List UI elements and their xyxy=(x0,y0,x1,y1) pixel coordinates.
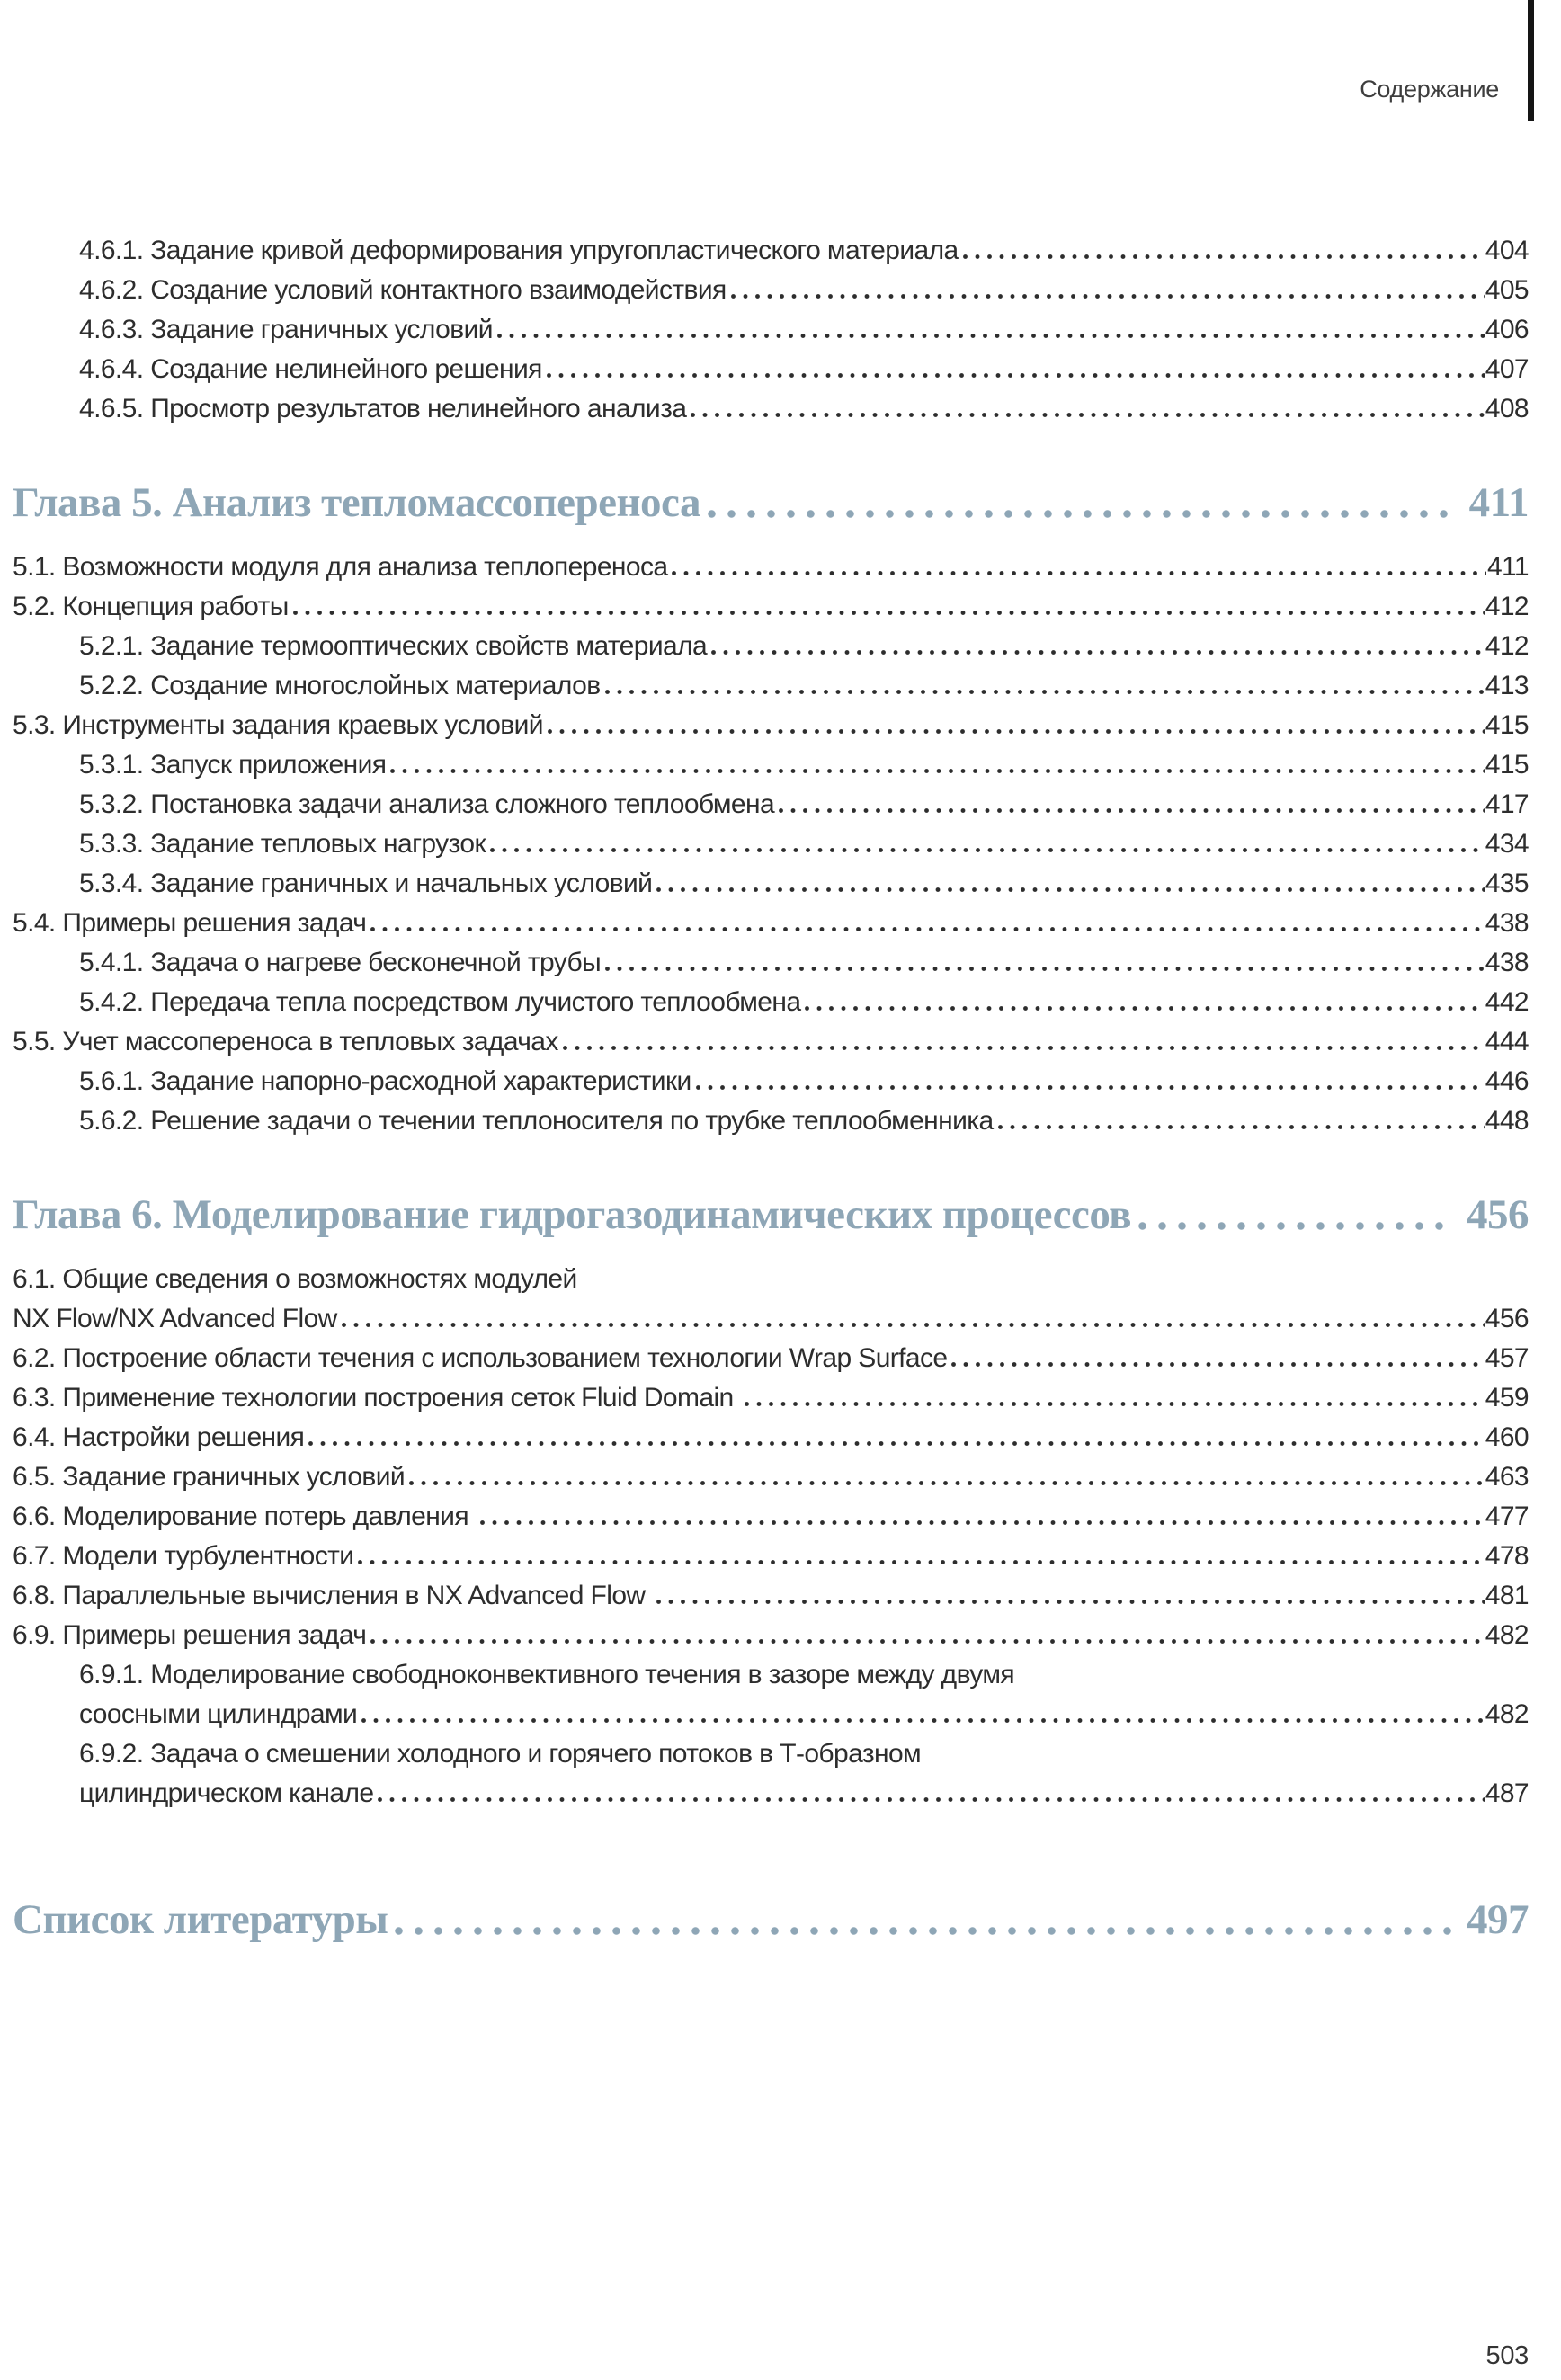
toc-entry-label: 6.9.1. Моделирование свободноконвективного течения в зазоре между двумя xyxy=(79,1660,1014,1690)
toc-entry-label: 5.3.2. Постановка задачи анализа сложного теплообмена xyxy=(79,789,775,820)
toc-entry-label: 6.5. Задание граничных условий xyxy=(13,1462,406,1493)
dot-leader xyxy=(370,927,1484,931)
toc-entry xyxy=(13,1690,1529,1730)
toc-entry-page-number: 434 xyxy=(1485,829,1529,860)
toc-entry xyxy=(13,939,1529,978)
toc-entry xyxy=(13,1493,1529,1532)
dot-leader xyxy=(691,413,1484,417)
toc-entry-page-number: 412 xyxy=(1485,631,1529,662)
toc-entry xyxy=(13,227,1529,266)
toc-entry-page-number: 438 xyxy=(1485,908,1529,939)
dot-leader xyxy=(378,1797,1484,1802)
toc-entry xyxy=(13,978,1529,1018)
toc-entry xyxy=(13,1097,1529,1137)
toc-entry xyxy=(13,1374,1529,1413)
toc-entry xyxy=(13,345,1529,385)
dot-leader xyxy=(711,650,1485,655)
dot-leader xyxy=(547,373,1485,378)
toc-chapter-label: Глава 6. Моделирование гидрогазодинамических процессов xyxy=(13,1191,1132,1239)
toc-entry xyxy=(13,266,1529,306)
toc-entry-label: 6.2. Построение области течения с использованием технологии Wrap Surface xyxy=(13,1343,948,1374)
toc-entry-label: 6.9. Примеры решения задач xyxy=(13,1620,367,1651)
dot-leader xyxy=(358,1560,1484,1564)
toc-entry xyxy=(13,1730,1529,1769)
toc-entry xyxy=(13,1018,1529,1057)
dot-leader xyxy=(805,1006,1484,1011)
toc-entry-label: 4.6.2. Создание условий контактного взаимодействия xyxy=(79,275,727,306)
toc-entry-page-number: 482 xyxy=(1485,1620,1529,1651)
dot-leader xyxy=(998,1125,1485,1129)
toc-entry-label: NX Flow/NX Advanced Flow xyxy=(13,1304,337,1334)
dot-leader xyxy=(390,769,1484,773)
dot-leader xyxy=(497,334,1485,338)
toc-entry xyxy=(13,1295,1529,1334)
toc-entry-page-number: 438 xyxy=(1485,948,1529,978)
toc-entry-label: 4.6.4. Создание нелинейного решения xyxy=(79,354,542,385)
toc-entry-label: 5.3.3. Задание тепловых нагрузок xyxy=(79,829,486,860)
toc-entry-label: 6.4. Настройки решения xyxy=(13,1422,305,1453)
toc-entry-page-number: 448 xyxy=(1485,1106,1529,1137)
toc-entry-page-number: 444 xyxy=(1485,1027,1529,1057)
toc-entry xyxy=(13,1532,1529,1572)
dot-leader xyxy=(361,1718,1485,1723)
toc-entry-label: 5.1. Возможности модуля для анализа теплопереноса xyxy=(13,552,668,583)
dot-leader xyxy=(963,254,1485,259)
toc-entry-label: 6.3. Применение технологии построения сеток Fluid Domain xyxy=(13,1383,741,1413)
dot-leader xyxy=(342,1323,1485,1327)
toc-entry-page-number: 478 xyxy=(1485,1541,1529,1572)
toc-entry xyxy=(13,543,1529,583)
toc-entry-page-number: 411 xyxy=(1486,552,1529,583)
toc-entry-page-number: 482 xyxy=(1485,1699,1529,1730)
toc-entry-page-number: 407 xyxy=(1485,354,1529,385)
toc-entry-page-number: 477 xyxy=(1485,1502,1529,1532)
toc-entry-page-number: 463 xyxy=(1485,1462,1529,1493)
toc-entry xyxy=(13,385,1529,424)
dot-leader xyxy=(395,1927,1454,1935)
toc-entry xyxy=(13,583,1529,622)
toc-entry xyxy=(13,1057,1529,1097)
dot-leader xyxy=(308,1441,1484,1446)
dot-leader xyxy=(293,611,1485,615)
dot-leader xyxy=(370,1639,1484,1644)
dot-leader xyxy=(656,1600,1485,1604)
toc-entry xyxy=(13,306,1529,345)
toc-entry-label: 6.8. Параллельные вычисления в NX Advanced Flow xyxy=(13,1581,653,1611)
toc-entry xyxy=(13,701,1529,741)
toc-entry xyxy=(13,1413,1529,1453)
toc-entry-label: 5.2. Концепция работы xyxy=(13,592,289,622)
dot-leader xyxy=(1138,1222,1454,1230)
toc-entry-page-number: 481 xyxy=(1485,1581,1529,1611)
toc-entry xyxy=(13,860,1529,899)
toc-chapter-page-number: 497 xyxy=(1467,1896,1529,1944)
running-header: Содержание xyxy=(1360,76,1499,103)
toc-entry xyxy=(13,622,1529,662)
toc-entry-label: 5.4. Примеры решения задач xyxy=(13,908,367,939)
dot-leader xyxy=(745,1402,1484,1406)
toc-entry-page-number: 415 xyxy=(1485,710,1529,741)
toc-entry-page-number: 459 xyxy=(1485,1383,1529,1413)
toc-entry-label: 4.6.1. Задание кривой деформирования упругопластического материала xyxy=(79,236,959,266)
toc-entry-page-number: 442 xyxy=(1485,987,1529,1018)
dot-leader xyxy=(656,887,1484,892)
footer-page-number: 503 xyxy=(1485,2341,1529,2370)
toc-entry-page-number: 405 xyxy=(1485,275,1529,306)
toc-entry-label: 5.5. Учет массопереноса в тепловых задачах xyxy=(13,1027,558,1057)
toc-entry-page-number: 415 xyxy=(1485,750,1529,780)
toc-entry xyxy=(13,741,1529,780)
toc-entry-label: 6.1. Общие сведения о возможностях модулей xyxy=(13,1264,577,1295)
toc-entry-label: 6.6. Моделирование потерь давления xyxy=(13,1502,476,1532)
toc-entry-page-number: 435 xyxy=(1485,869,1529,899)
chapter-edge-mark xyxy=(1528,0,1534,121)
toc-chapter-label: Глава 5. Анализ тепломассопереноса xyxy=(13,479,700,527)
toc-entry-page-number: 487 xyxy=(1485,1778,1529,1809)
dot-leader xyxy=(672,571,1486,575)
toc-entry xyxy=(13,1453,1529,1493)
dot-leader xyxy=(708,510,1457,518)
toc-chapter-heading xyxy=(13,1892,1529,1944)
toc-entry-page-number: 460 xyxy=(1485,1422,1529,1453)
toc-entry-label: 5.6.2. Решение задачи о течении теплоносителя по трубке теплообменника xyxy=(79,1106,994,1137)
toc-entry-page-number: 446 xyxy=(1485,1066,1529,1097)
toc-entry-page-number: 457 xyxy=(1485,1343,1529,1374)
toc-chapter-page-number: 456 xyxy=(1467,1191,1529,1239)
dot-leader xyxy=(951,1362,1484,1367)
toc-entry-page-number: 404 xyxy=(1485,236,1529,266)
toc-entry-label: 4.6.3. Задание граничных условий xyxy=(79,315,493,345)
toc-chapter-heading xyxy=(13,1187,1529,1239)
dot-leader xyxy=(490,848,1485,852)
toc-entry-label: 5.4.2. Передача тепла посредством лучистого теплообмена xyxy=(79,987,801,1018)
toc-entry-label: соосными цилиндрами xyxy=(79,1699,358,1730)
toc-entry-page-number: 408 xyxy=(1485,394,1529,424)
toc-entry-label: 5.6.1. Задание напорно-расходной характеристики xyxy=(79,1066,691,1097)
toc-entry xyxy=(13,1572,1529,1611)
toc-entry xyxy=(13,899,1529,939)
dot-leader xyxy=(605,967,1485,971)
toc-entry xyxy=(13,1255,1529,1295)
toc-entry xyxy=(13,1651,1529,1690)
toc-entry-page-number: 412 xyxy=(1485,592,1529,622)
dot-leader xyxy=(605,690,1485,694)
dot-leader xyxy=(731,294,1485,299)
toc-entry-label: 5.3.1. Запуск приложения xyxy=(79,750,387,780)
toc-entry-page-number: 417 xyxy=(1485,789,1529,820)
toc-entry xyxy=(13,820,1529,860)
toc-entry-label: 5.3.4. Задание граничных и начальных условий xyxy=(79,869,653,899)
dot-leader xyxy=(563,1046,1485,1050)
toc-entry xyxy=(13,1611,1529,1651)
toc-entry xyxy=(13,1769,1529,1809)
dot-leader xyxy=(480,1520,1485,1525)
toc-entry xyxy=(13,662,1529,701)
toc-entry-page-number: 456 xyxy=(1485,1304,1529,1334)
toc-chapter-heading xyxy=(13,475,1529,527)
toc-entry-label: 6.7. Модели турбулентности xyxy=(13,1541,354,1572)
dot-leader xyxy=(779,808,1485,813)
toc-chapter-page-number: 411 xyxy=(1468,479,1529,527)
toc-entry-page-number: 413 xyxy=(1485,671,1529,701)
toc-entry-label: 5.2.2. Создание многослойных материалов xyxy=(79,671,601,701)
toc-entry-label: 5.3. Инструменты задания краевых условий xyxy=(13,710,543,741)
toc-entry-label: цилиндрическом канале xyxy=(79,1778,374,1809)
dot-leader xyxy=(409,1481,1485,1485)
toc-entry xyxy=(13,1334,1529,1374)
toc-chapter-label: Список литературы xyxy=(13,1896,388,1944)
toc-entry-label: 5.4.1. Задача о нагреве бесконечной трубы xyxy=(79,948,602,978)
toc-entry-label: 6.9.2. Задача о смешении холодного и горячего потоков в Т-образном xyxy=(79,1739,922,1769)
toc-entry-page-number: 406 xyxy=(1485,315,1529,345)
dot-leader xyxy=(548,729,1485,734)
dot-leader xyxy=(696,1085,1485,1090)
toc-entry xyxy=(13,780,1529,820)
toc-entry-label: 4.6.5. Просмотр результатов нелинейного анализа xyxy=(79,394,687,424)
toc-entry-label: 5.2.1. Задание термооптических свойств материала xyxy=(79,631,708,662)
